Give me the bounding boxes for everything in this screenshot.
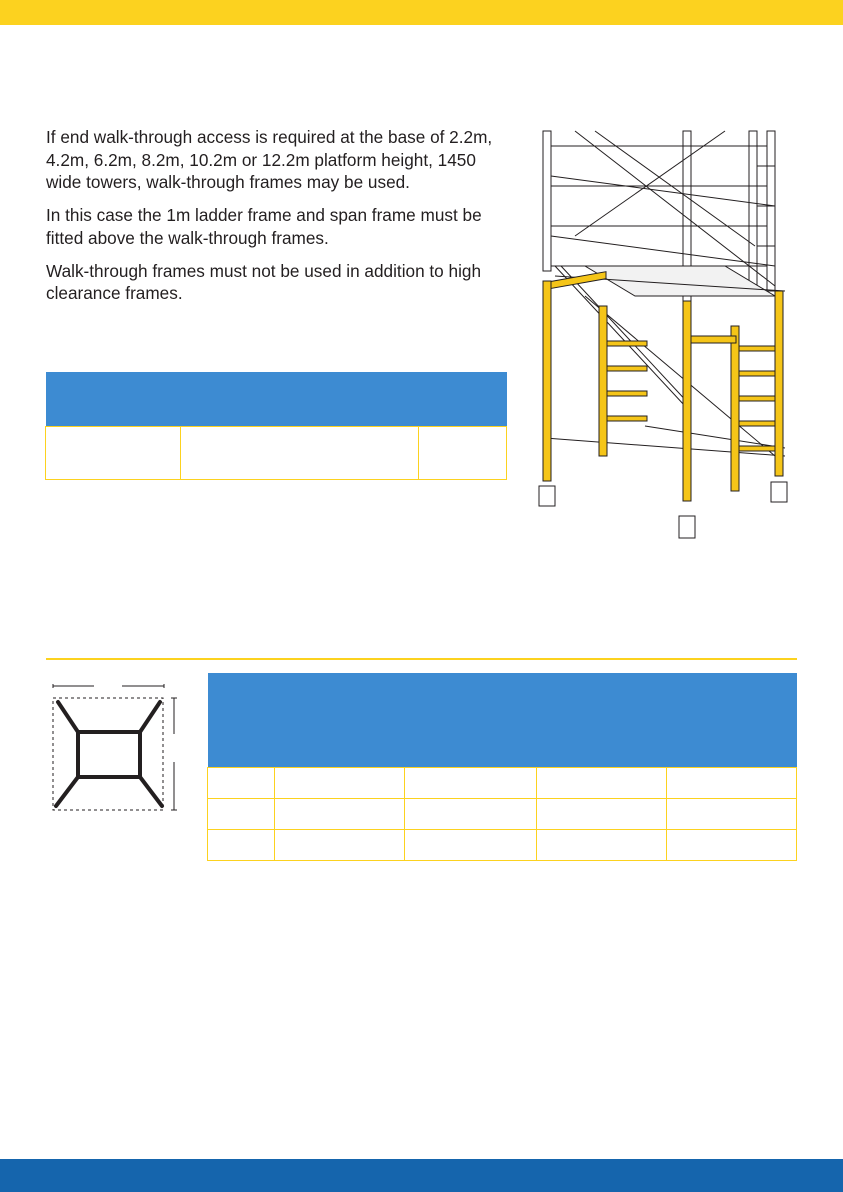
intro-text — [46, 126, 510, 315]
stabiliser-table — [207, 673, 797, 861]
walk-through-table-header — [46, 372, 507, 427]
intro-paragraph-2: In this case the 1m ladder frame and span frame must be fitted above the walk-through frames. — [46, 205, 482, 248]
section-divider — [46, 658, 797, 660]
stabiliser-table-header — [208, 673, 797, 768]
intro-paragraph-3: Walk-through frames must not be used in addition to high clearance frames. — [46, 260, 482, 303]
table-row — [208, 768, 797, 799]
intro-paragraph-1: If end walk-through access is required at the base of 2.2m, 4.2m, 6.2m, 8.2m, 10.2m or 12.2m platform height, 1450 wide towers, walk-through frames may be used. — [46, 127, 493, 192]
table-row — [208, 799, 797, 830]
stabiliser-plan-diagram — [44, 684, 184, 812]
bottom-accent-band — [0, 1159, 843, 1192]
scaffold-tower-walk-through-illustration — [525, 126, 810, 542]
walk-through-table — [45, 372, 507, 480]
table-row — [208, 830, 797, 861]
table-row — [46, 427, 507, 480]
top-accent-band — [0, 0, 843, 25]
